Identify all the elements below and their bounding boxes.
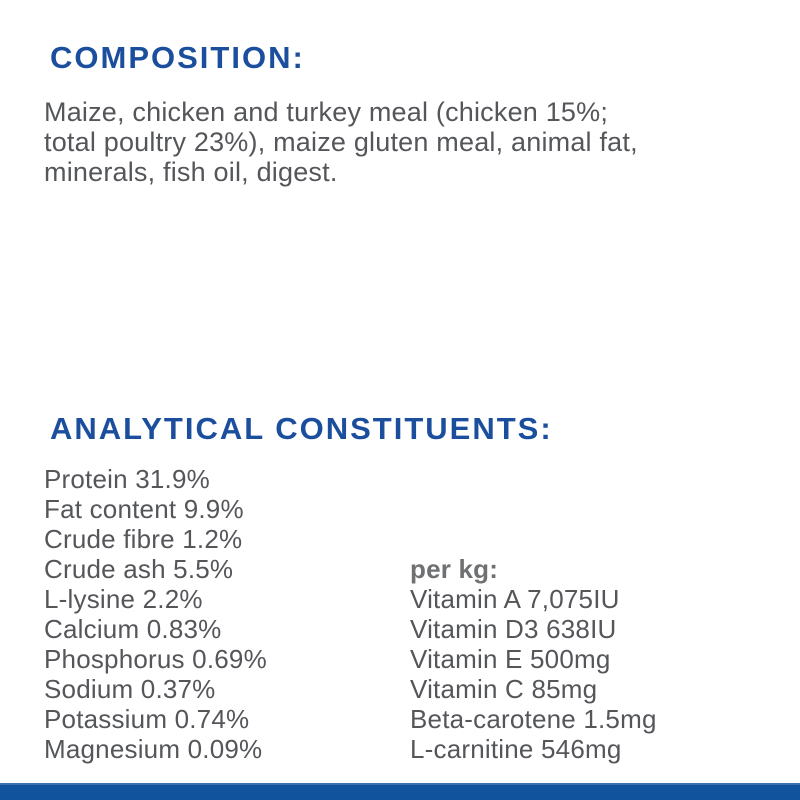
per-kg-item: Vitamin C 85mg: [410, 674, 598, 704]
composition-line: total poultry 23%), maize gluten meal, animal fat,: [44, 127, 638, 157]
constituent-item: L-lysine 2.2%: [44, 584, 203, 614]
constituent-item: Sodium 0.37%: [44, 674, 216, 704]
per-kg-item: Beta-carotene 1.5mg: [410, 704, 657, 734]
composition-line: Maize, chicken and turkey meal (chicken 15%;: [44, 97, 609, 127]
constituent-item: Phosphorus 0.69%: [44, 644, 267, 674]
constituent-item: Crude ash 5.5%: [44, 554, 234, 584]
analytical-constituents-heading: ANALYTICAL CONSTITUENTS:: [50, 411, 553, 446]
constituents-list: [44, 464, 267, 764]
constituent-item: Crude fibre 1.2%: [44, 524, 243, 554]
constituent-item: Potassium 0.74%: [44, 704, 250, 734]
per-kg-item: L-carnitine 546mg: [410, 734, 622, 764]
per-kg-list: [410, 554, 657, 764]
constituent-item: Calcium 0.83%: [44, 614, 222, 644]
constituent-item: Magnesium 0.09%: [44, 734, 263, 764]
composition-body: [44, 97, 638, 187]
per-kg-item: Vitamin D3 638IU: [410, 614, 617, 644]
bottom-blue-bar: [0, 783, 800, 800]
constituent-item: Fat content 9.9%: [44, 494, 244, 524]
constituent-item: Protein 31.9%: [44, 464, 210, 494]
composition-line: minerals, fish oil, digest.: [44, 157, 338, 187]
per-kg-heading: per kg:: [410, 554, 499, 584]
per-kg-item: Vitamin A 7,075IU: [410, 584, 620, 614]
composition-heading: COMPOSITION:: [50, 40, 305, 75]
per-kg-item: Vitamin E 500mg: [410, 644, 611, 674]
